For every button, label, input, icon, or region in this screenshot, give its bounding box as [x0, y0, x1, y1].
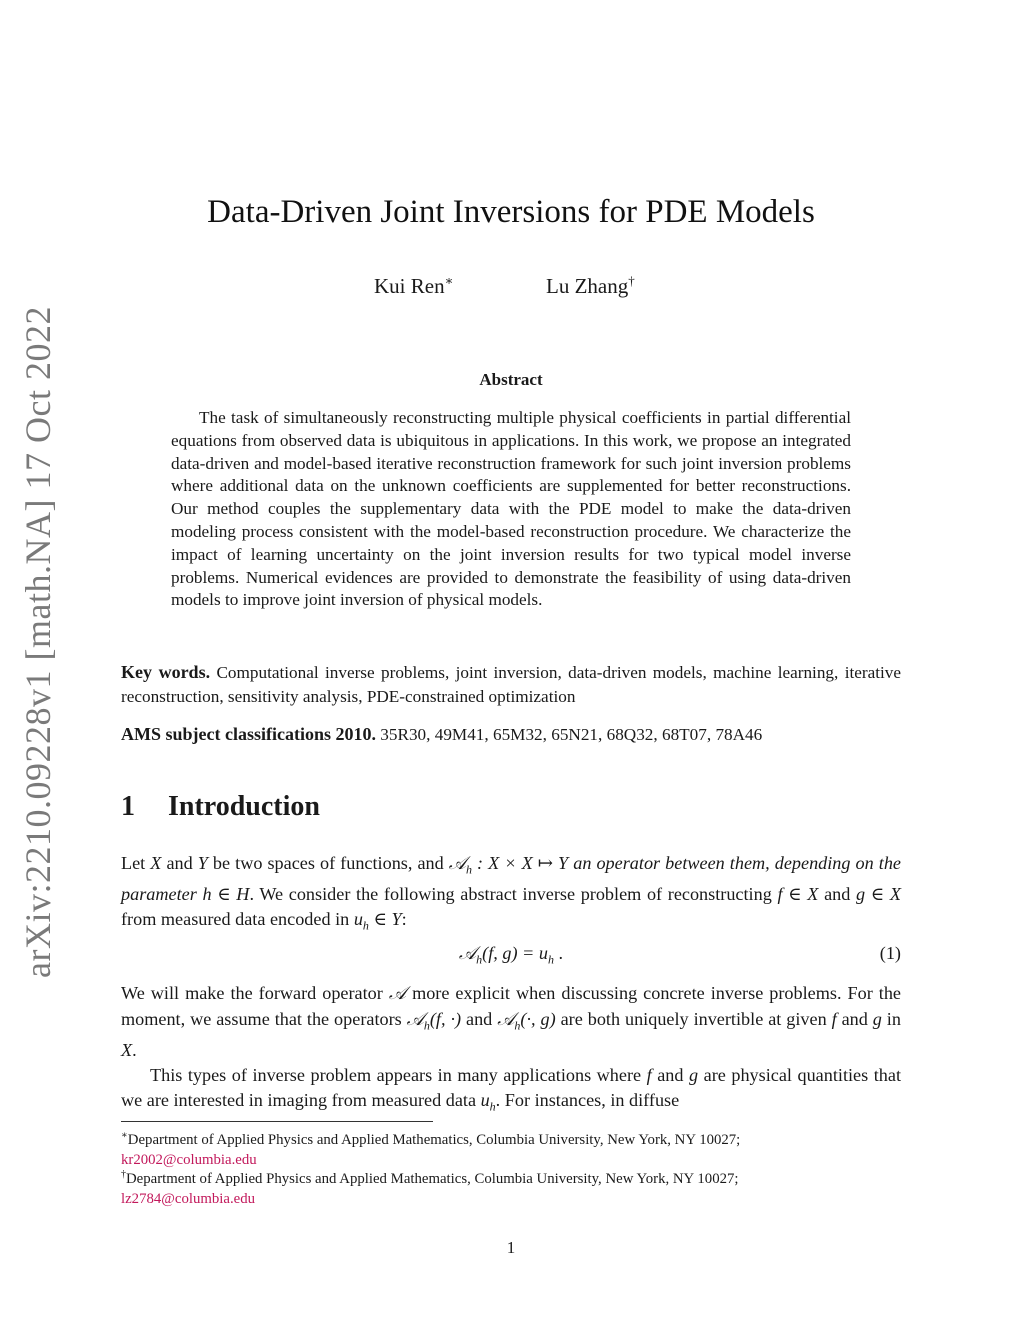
p1-operator: 𝒜 [448, 853, 466, 874]
footnote-1-mark: ∗ [121, 1130, 128, 1141]
p1-operator-sub: h [466, 862, 472, 877]
p1-text-a: Let [121, 853, 151, 873]
p2-text-l: . [132, 1039, 137, 1060]
eq-operator: 𝒜 [458, 943, 477, 964]
p1-text-c: be two spaces of functions, and [207, 853, 449, 873]
equation-1-number: (1) [879, 943, 901, 963]
p2-math-dot-g: (·, g) [520, 1008, 556, 1029]
p3-math-u: u [480, 1089, 490, 1110]
p3-text-b: and [651, 1065, 690, 1085]
p3-text-a: This types of inverse problem appears in many applications where [150, 1065, 647, 1085]
p3-text-d: . For instances, in diffuse [495, 1089, 680, 1110]
p2-text-h: and [836, 1008, 873, 1029]
abstract-heading: Abstract [479, 370, 543, 389]
section-number: 1 [121, 791, 135, 822]
footnote-2 [121, 1165, 901, 1209]
p3-text-c: are physical quantities that we are interested in imaging from measured data [121, 1065, 901, 1110]
keywords-text: Computational inverse problems, joint inversion, data-driven models, machine learning, iterative reconstruction, sensitivity analysis, PDE-constrained optimization [121, 663, 901, 706]
p3-math-f: f [646, 1065, 652, 1085]
author-1-mark: ∗ [444, 273, 454, 288]
p1-text-b: and [161, 853, 198, 873]
author-1 [374, 266, 453, 301]
paper-title: Data-Driven Joint Inversions for PDE Models [207, 194, 815, 230]
p3-math-u-sub: h [489, 1099, 496, 1114]
p2-operator-3: 𝒜 [497, 1008, 515, 1030]
equation-1-expression [121, 940, 901, 973]
email-link-1[interactable]: kr2002@columbia.edu [121, 1151, 257, 1168]
email-link-2[interactable]: lz2784@columbia.edu [121, 1190, 256, 1207]
p2-math-f-dot: (f, ·) [429, 1008, 462, 1029]
abstract-text: The task of simultaneously reconstructing multiple physical coefficients in partial differential equations from observed data is ubiquitous in applications. In this work, we propose an integrated data-driven and model-based iterative reconstruction framework for such joint inversion problems where additional data on the unknown coefficients are supplemented for better reconstructions. Our method couples the supplementary data with the PDE model to make the data-driven modeling process consistent with the model-based reconstruction procedure. We characterize the impact of learning uncertainty on the joint inversion results for two typical model inverse problems. Numerical evidences are provided to demonstrate the feasibility of using data-driven models to improve joint inversion of physical models. [171, 408, 851, 610]
p1-math-in-y: ∈ Y [368, 908, 402, 929]
p1-operator-signature: : X × X ↦ Y an operator between them, depending on the parameter [121, 853, 901, 905]
p2-math-f: f [831, 1008, 837, 1029]
p3-math-g: g [689, 1065, 699, 1085]
p2-text-f: are both uniquely invertible at given [555, 1008, 832, 1029]
p1-text-m: : [401, 908, 407, 929]
keywords-label: Key words. [121, 662, 211, 682]
eq-rhs-sub: h [547, 952, 554, 967]
p2-text-b: more explicit when discussing concrete inverse problems. For the moment, we assume that the operators [121, 983, 901, 1029]
intro-paragraph-3 [121, 1063, 901, 1119]
p1-text-h: and [818, 884, 856, 905]
p1-text-j: from measured data encoded in [121, 908, 354, 929]
section-title: Introduction [168, 791, 320, 822]
footnote-2-mark: † [121, 1169, 126, 1180]
footnote-1 [121, 1126, 901, 1170]
footnote-2-text: Department of Applied Physics and Applied Mathematics, Columbia University, New York, NY 10027; [126, 1170, 739, 1187]
author-2-mark: † [628, 273, 635, 288]
p2-text-a: We will make the forward operator [121, 983, 389, 1003]
p2-text-j: in [881, 1008, 901, 1029]
p1-math-y: Y [197, 853, 208, 873]
section-heading [121, 788, 901, 826]
equation-1 [121, 940, 901, 966]
intro-paragraph-1 [121, 851, 901, 938]
arxiv-id: arXiv:2210.09228v1 [math.NA] 17 Oct 2022 [18, 306, 58, 978]
author-list [121, 266, 901, 296]
p2-operator-2-sub: h [423, 1018, 430, 1033]
p2-text-d: and [461, 1008, 498, 1029]
page-number: 1 [506, 1238, 516, 1257]
p1-math-u: u [353, 908, 363, 929]
intro-paragraph-2 [121, 981, 901, 1062]
keywords [121, 660, 901, 709]
eq-operator-sub: h [476, 952, 483, 967]
footnote-divider [121, 1121, 433, 1122]
ams-label: AMS subject classifications 2010. [121, 724, 376, 744]
eq-args: (f, g) = u [482, 943, 548, 963]
eq-end: . [553, 943, 564, 963]
p2-operator: 𝒜 [388, 983, 407, 1004]
ams-classifications [121, 722, 901, 747]
p2-operator-3-sub: h [514, 1018, 521, 1033]
p2-math-x: X [121, 1039, 133, 1060]
p1-math-u-sub: h [362, 918, 369, 933]
author-2-name: Lu Zhang [546, 274, 629, 298]
author-2 [546, 266, 635, 301]
p1-math-h-in-h: h ∈ H [202, 884, 250, 905]
p2-operator-2: 𝒜 [406, 1008, 424, 1030]
p1-math-g-in-x: g ∈ X [856, 884, 901, 905]
author-1-name: Kui Ren [374, 274, 445, 298]
p1-math-x: X [150, 853, 162, 873]
footnote-1-text: Department of Applied Physics and Applied Mathematics, Columbia University, New York, NY 10027; [127, 1131, 741, 1148]
p1-math-f-in-x: f ∈ X [777, 884, 819, 905]
p1-text-f: . We consider the following abstract inverse problem of reconstructing [249, 884, 778, 905]
ams-text: 35R30, 49M41, 65M32, 65N21, 68Q32, 68T07, 78A46 [380, 725, 763, 744]
p2-math-g: g [872, 1008, 882, 1029]
